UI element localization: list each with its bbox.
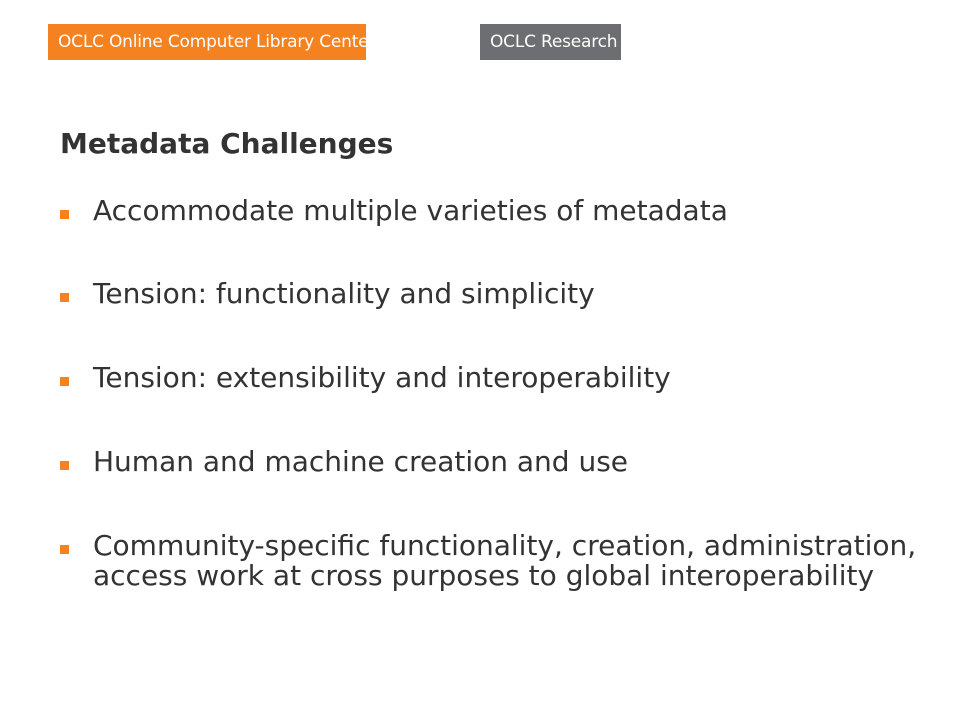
bullet-text: Human and machine creation and use — [93, 445, 629, 478]
bullet-item — [60, 279, 920, 309]
bullet-item — [60, 531, 920, 591]
bullet-item — [60, 363, 920, 393]
square-bullet-icon — [60, 545, 69, 554]
square-bullet-icon — [60, 293, 69, 302]
square-bullet-icon — [60, 210, 69, 219]
slide-title: Metadata Challenges — [60, 127, 394, 160]
square-bullet-icon — [60, 377, 69, 386]
bullet-text: Accommodate multiple varieties of metadata — [93, 194, 728, 227]
oclc-research-badge: OCLC Research — [480, 24, 621, 60]
bullet-text: Tension: extensibility and interoperability — [93, 361, 671, 394]
bullet-item — [60, 196, 920, 226]
bullet-text: Community-specific functionality, creation, administration, access work at cross purposes to global interoperability — [93, 529, 917, 592]
bullet-text: Tension: functionality and simplicity — [93, 277, 595, 310]
bullet-item — [60, 447, 920, 477]
oclc-online-computer-library-center-badge: OCLC Online Computer Library Center — [48, 24, 366, 60]
square-bullet-icon — [60, 461, 69, 470]
